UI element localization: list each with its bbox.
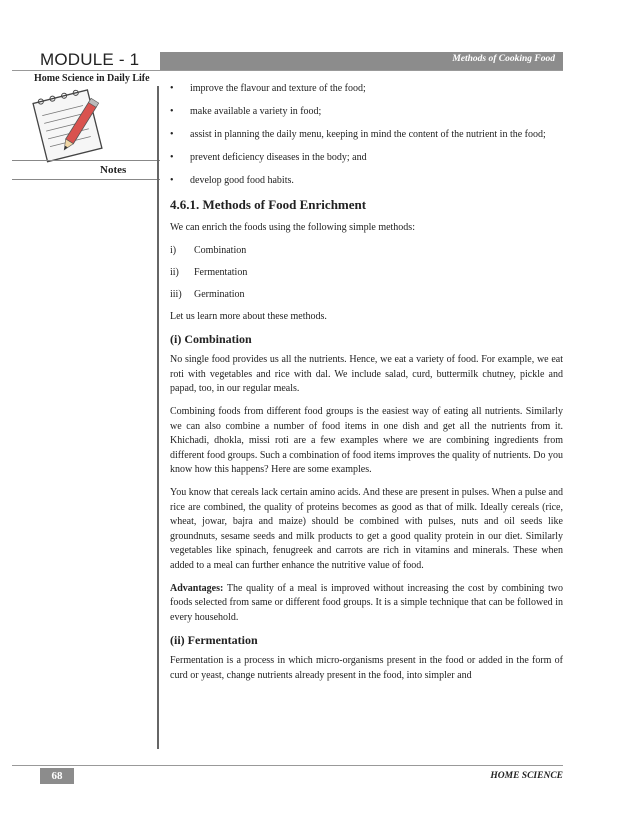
list-item: iii) Germination [170, 288, 245, 300]
notes-divider [12, 160, 160, 161]
header-bar [160, 52, 563, 70]
section-lead: Let us learn more about these methods. [170, 310, 327, 322]
main-content [170, 82, 563, 691]
book-title: HOME SCIENCE [490, 771, 563, 781]
list-item: • make available a variety in food; [170, 106, 322, 117]
module-title: MODULE - 1 [40, 50, 140, 69]
chapter-title: Methods of Cooking Food [452, 54, 555, 64]
benefits-list [170, 82, 563, 188]
list-item: • improve the flavour and texture of the food; [170, 83, 366, 94]
page-number: 68 [40, 768, 74, 784]
list-item: • assist in planning the daily menu, keeping in mind the content of the nutrient in the food; [170, 129, 546, 140]
section-heading: 4.6.1. Methods of Food Enrichment [170, 197, 367, 212]
list-item: • develop good food habits. [170, 175, 294, 186]
paragraph: No single food provides us all the nutrients. Hence, we eat a variety of food. For example, we eat roti with vegetables and rice with dal. We include salad, curd, buttermilk chutney, pickle and papad, too, in our regular meals. [170, 354, 563, 395]
advantages-paragraph: Advantages: The quality of a meal is improved without increasing the cost by combining two foods selected from same or different food groups. It is a simple technique that can be followed in every household. [170, 582, 563, 623]
header-rule [12, 70, 563, 71]
list-item: i) Combination [170, 244, 247, 256]
methods-list [170, 244, 563, 302]
paragraph: Fermentation is a process in which micro-organisms present in the food or added in the form of curd or yeast, change nutrients already present in the food, into simpler and [170, 655, 563, 681]
section-intro: We can enrich the foods using the following simple methods: [170, 222, 415, 233]
notes-divider [12, 179, 160, 180]
paragraph: You know that cereals lack certain amino acids. And these are present in pulses. When a pulse and rice are combined, the quality of proteins becomes as good as that of milk. Ideally cereals (rice, wheat, jowar, bajra and maize) should be combined with pulses, nuts and oil seeds like groundnuts, sesame seeds and milk products to get a good quality protein in our diet. Similarly vegetables like spinach, fenugreek and carrots are rich in vitamins and minerals. These when added to a meal can further enhance the nutritive value of food. [170, 486, 563, 571]
margin-divider [157, 86, 159, 749]
subject-label: Home Science in Daily Life [34, 73, 150, 84]
footer-rule [12, 765, 563, 766]
notes-label: Notes [100, 164, 127, 176]
fermentation-heading: (ii) Fermentation [170, 633, 258, 648]
paragraph: Combining foods from different food groups is the easiest way of eating all nutrients. Similarly we can also combine a number of food items in one dish and get all the nutrients from it. Khichadi, dhokla, missi roti are a few examples where we are combining ingredients from different food groups. Such a combination of food items improves the quality of nutrients. Do you know how this happens? Here are some examples. [170, 405, 563, 476]
notepad-pencil-icon [22, 88, 117, 163]
list-item: ii) Fermentation [170, 266, 248, 278]
list-item: • prevent deficiency diseases in the body; and [170, 152, 367, 163]
combination-heading: (i) Combination [170, 332, 252, 347]
